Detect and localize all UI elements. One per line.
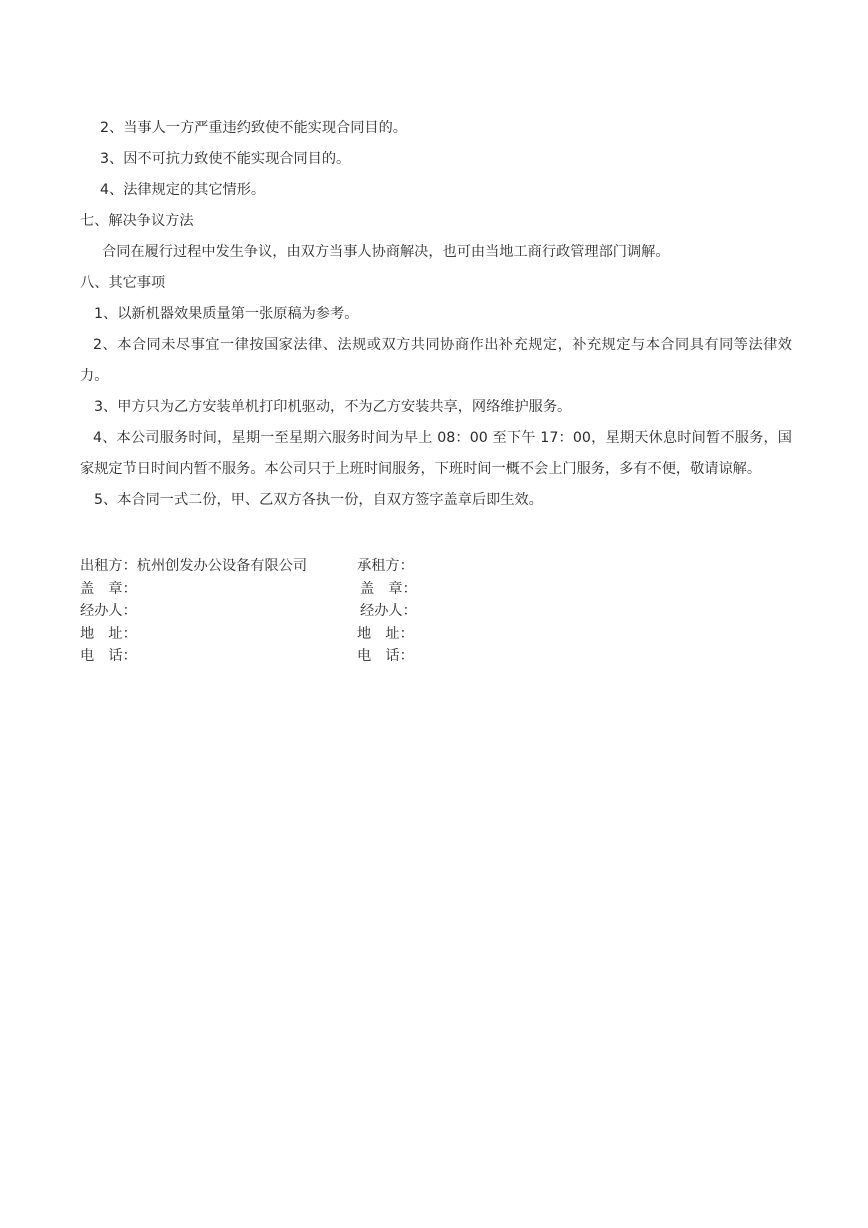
- lessee-address-field: 地 址：: [357, 625, 414, 642]
- termination-item-4: 4、法律规定的其它情形。: [100, 182, 266, 198]
- other-item-4: 4、本公司服务时间，星期一至星期六服务时间为早上 08：00 至下午 17：00，星期天休息时间暂不服务，国家规定节日时间内暂不服务。本公司只于上班时间服务，下班时间一概不会上门服务，多有不便，敬请谅解。: [80, 430, 792, 477]
- address-row: [80, 623, 792, 646]
- other-item-3: 3、甲方只为乙方安装单机打印机驱动，不为乙方安装共享，网络维护服务。: [94, 399, 572, 415]
- other-item-2: 2、本合同未尽事宜一律按国家法律、法规或双方共同协商作出补充规定，补充规定与本合同具有同等法律效力。: [80, 337, 792, 384]
- section-7-body: 合同在履行过程中发生争议，由双方当事人协商解决，也可由当地工商行政管理部门调解。: [102, 244, 670, 260]
- party-row: [80, 555, 792, 578]
- lessee-agent-field: 经办人：: [360, 603, 417, 619]
- signature-block: [80, 555, 792, 668]
- lessor-phone-field: 电 话：: [80, 648, 137, 664]
- seal-row: [80, 578, 792, 601]
- section-7-heading: 七、解决争议方法: [80, 213, 194, 229]
- lessor-address-field: 地 址：: [80, 625, 137, 642]
- termination-item-2: 2、当事人一方严重违约致使不能实现合同目的。: [100, 120, 407, 136]
- agent-row: [80, 600, 792, 623]
- lessee-label: 承租方：: [357, 558, 414, 574]
- lessee-phone-field: 电 话：: [357, 648, 414, 664]
- lessor-agent-field: 经办人：: [80, 603, 137, 619]
- section-8-heading: 八、其它事项: [80, 275, 166, 291]
- other-item-5: 5、本合同一式二份，甲、乙双方各执一份，自双方签字盖章后即生效。: [94, 492, 543, 508]
- termination-item-3: 3、因不可抗力致使不能实现合同目的。: [100, 151, 351, 167]
- contract-body: [80, 113, 792, 516]
- phone-row: [80, 645, 792, 668]
- other-item-1: 1、以新机器效果质量第一张原稿为参考。: [94, 306, 359, 322]
- lessor-label: 出租方：杭州创发办公设备有限公司: [80, 558, 308, 574]
- lessor-seal-field: 盖 章：: [80, 580, 137, 597]
- lessee-seal-field: 盖 章：: [360, 580, 417, 597]
